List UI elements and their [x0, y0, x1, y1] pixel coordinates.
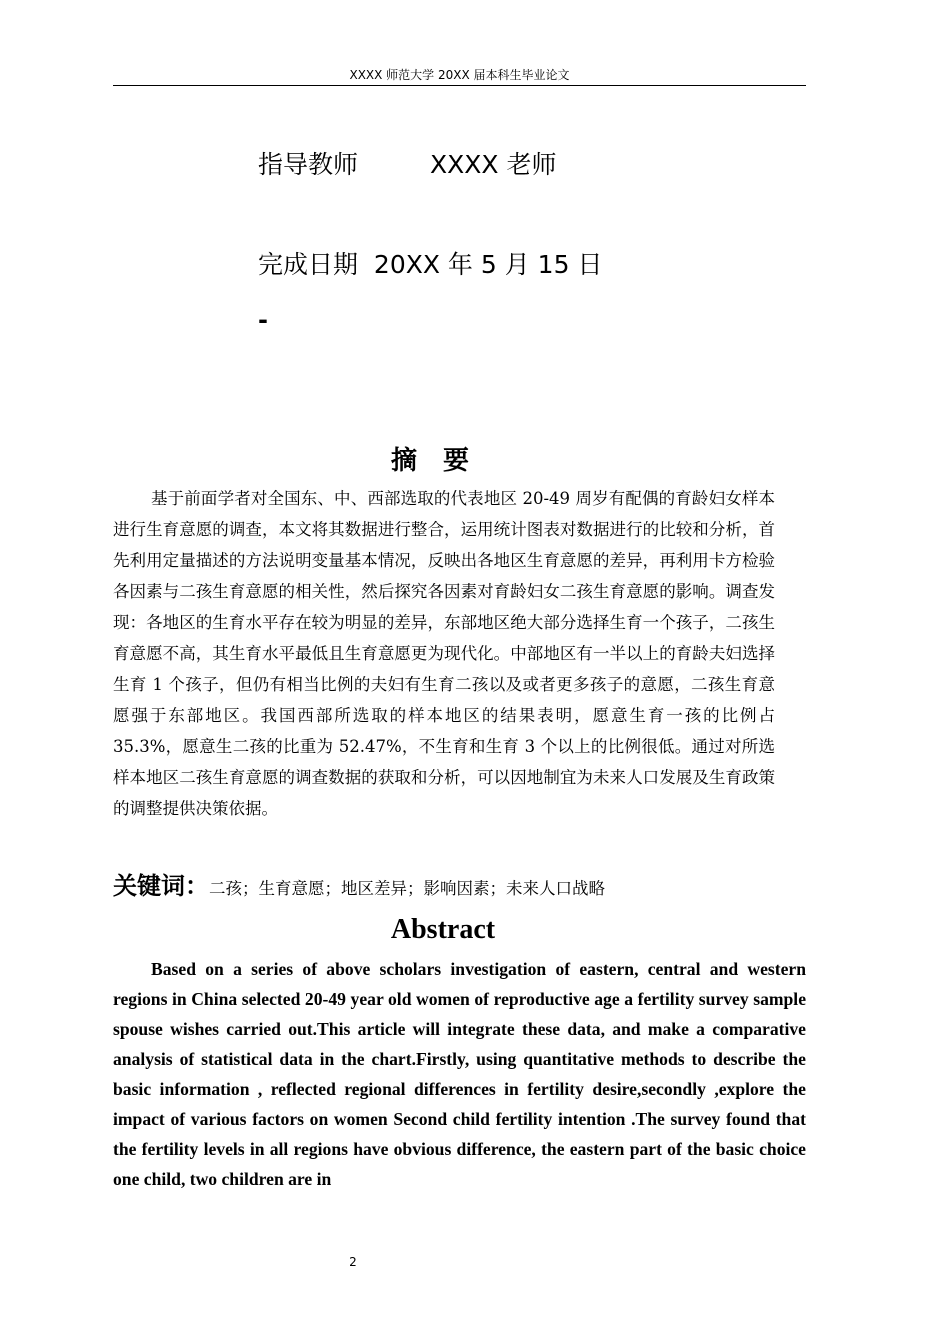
header-rule	[113, 85, 806, 86]
keywords-line	[113, 866, 806, 901]
advisor-value: XXXX 老师	[430, 150, 557, 179]
abstract-cn-body: 基于前面学者对全国东、中、西部选取的代表地区 20-49 周岁有配偶的育龄妇女样本进行生育意愿的调查，本文将其数据进行整合，运用统计图表对数据进行的比较和分析，首先利用定量描述的方法说明变量基本情况，反映出各地区生育意愿的差异，再利用卡方检验各因素与二孩生育意愿的相关性，然后探究各因素对育龄妇女二孩生育意愿的影响。调查发现：各地区的生育水平存在较为明显的差异，东部地区绝大部分选择生育一个孩子，二孩生育意愿不高，其生育水平最低且生育意愿更为现代化。中部地区有一半以上的育龄夫妇选择生育 1 个孩子，但仍有相当比例的夫妇有生育二孩以及或者更多孩子的意愿，二孩生育意愿强于东部地区。我国西部所选取的样本地区的结果表明，愿意生育一孩的比例占 35.3%，愿意生二孩的比重为 52.47%，不生育和生育 3 个以上的比例很低。通过对所选样本地区二孩生育意愿的调查数据的获取和分析，可以因地制宜为未来人口发展及生育政策的调整提供决策依据。	[113, 489, 775, 818]
running-header: XXXX 师范大学 20XX 届本科生毕业论文	[349, 68, 570, 82]
date-label: 完成日期	[258, 250, 359, 279]
abstract-cn-title: 摘要	[390, 446, 495, 476]
abstract-en-title: Abstract	[390, 914, 496, 945]
page-number: 2	[349, 1255, 357, 1269]
advisor-line	[258, 145, 556, 181]
advisor-label: 指导教师	[258, 150, 359, 179]
keywords-label: 关键词：	[113, 872, 209, 900]
keywords-text: 二孩；生育意愿；地区差异；影响因素；未来人口战略	[209, 879, 605, 898]
date-value: 20XX 年 5 月 15 日	[373, 250, 603, 279]
dash-mark: -	[258, 306, 268, 334]
abstract-en-body: Based on a series of above scholars investigation of eastern, central and western regions in China selected 20-49 year old women of reproductive age a fertility survey sample spouse wishes carried out.This article will integrate these data, and make a comparative analysis of statistical data in the chart.Firstly, using quantitative methods to describe the basic information , reflected regional differences in fertility desire,secondly ,explore the impact of various factors on women Second child fertility intention .The survey found that the fertility levels in all regions have obvious difference, the eastern part of the basic choice one child, two children are in	[113, 959, 806, 1189]
completion-date-line	[258, 245, 602, 281]
